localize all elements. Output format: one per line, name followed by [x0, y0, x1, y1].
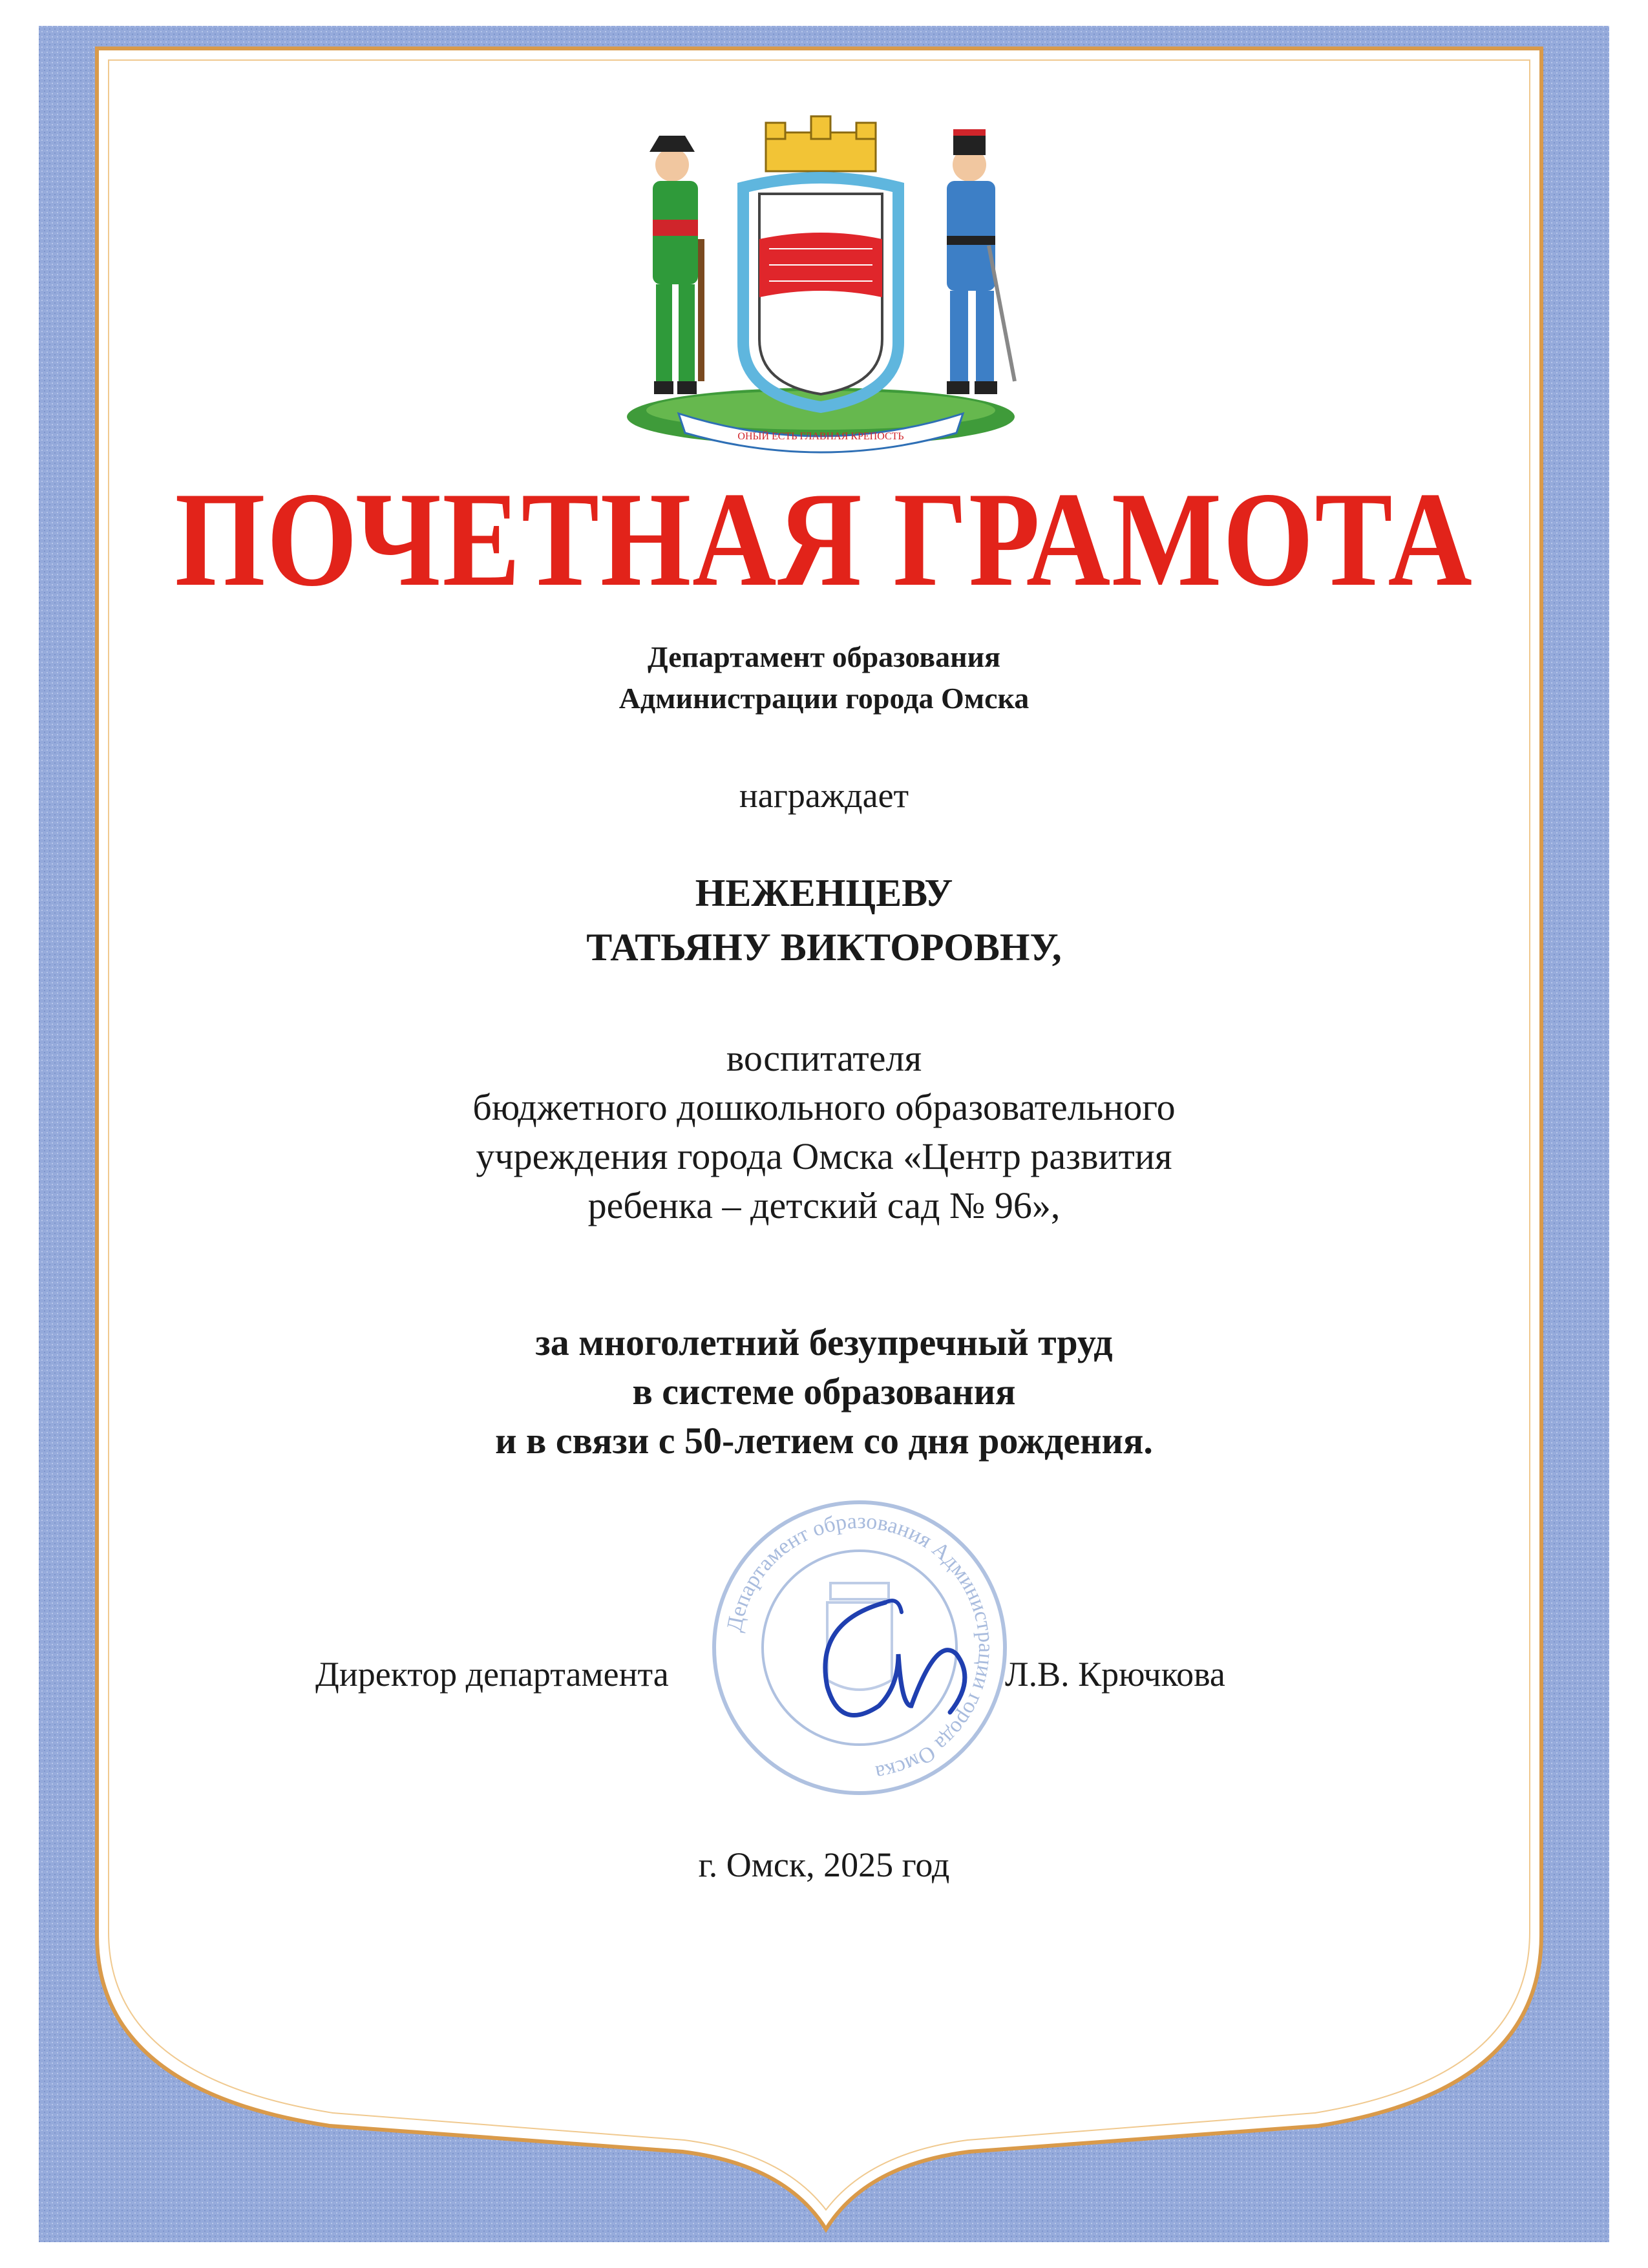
position-line: бюджетного дошкольного образовательного [472, 1086, 1176, 1128]
certificate-title: ПОЧЕТНАЯ ГРАМОТА [174, 465, 1474, 614]
signature-mark [788, 1577, 995, 1745]
award-verb: награждает [739, 776, 909, 815]
recipient-position [0, 1034, 1648, 1230]
motto-text: ОНЫЙ ЕСТЬ ГЛАВНАЯ КРЕПОСТЬ [737, 431, 904, 442]
position-line: ребенка – детский сад № 96», [587, 1184, 1061, 1226]
issuer [0, 636, 1648, 719]
stamp-text: Департамент образования Администрации города Омска [722, 1509, 998, 1785]
reason-line: за многолетний безупречный труд [535, 1321, 1113, 1363]
reason-line: в системе образования [632, 1370, 1016, 1412]
position-line: учреждения города Омска «Центр развития [476, 1135, 1172, 1177]
recipient-line: ТАТЬЯНУ ВИКТОРОВНУ, [586, 926, 1062, 969]
signatory-title: Директор департамента [315, 1655, 669, 1694]
award-reason [0, 1318, 1648, 1465]
omsk-coat-of-arms-icon [595, 110, 1047, 459]
recipient-name [0, 866, 1648, 974]
reason-line: и в связи с 50-летием со дня рождения. [495, 1420, 1153, 1462]
recipient-line: НЕЖЕНЦЕВУ [695, 872, 953, 914]
issuer-line: Администрации города Омска [618, 682, 1030, 715]
place-date: г. Омск, 2025 год [698, 1845, 950, 1884]
position-line: воспитателя [726, 1037, 922, 1079]
issuer-line: Департамент образования [647, 640, 1000, 673]
signatory-name: Л.В. Крючкова [1005, 1655, 1225, 1694]
